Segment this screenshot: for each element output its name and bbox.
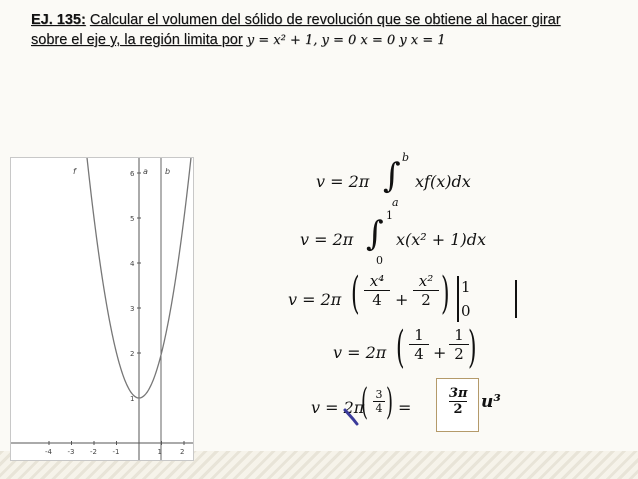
x-tick-label: -3 bbox=[67, 448, 75, 456]
problem-conditions: y = x² + 1, y = 0 x = 0 y x = 1 bbox=[246, 33, 446, 48]
exercise-label: EJ. 135: bbox=[31, 12, 86, 28]
eq5-right-paren: ) bbox=[386, 382, 394, 423]
eq5-lhs: v = 2π bbox=[311, 398, 365, 417]
eq4-fraction-1 bbox=[409, 326, 429, 363]
x-tick-label: 1 bbox=[157, 448, 162, 456]
eq5-frac-den: 4 bbox=[375, 402, 383, 415]
eq4-lhs: v = 2π bbox=[333, 343, 387, 362]
problem-line-1 bbox=[31, 10, 631, 30]
eq4-plus: + bbox=[433, 343, 447, 362]
label-f: f bbox=[73, 167, 76, 176]
y-tick-label: 1 bbox=[130, 395, 135, 403]
eq2-lower-limit: 0 bbox=[376, 254, 383, 267]
eq5-frac-num: 3 bbox=[373, 388, 385, 402]
y-tick-label: 2 bbox=[130, 350, 135, 358]
eq4-right-paren: ) bbox=[468, 322, 477, 373]
eq5-fraction bbox=[373, 388, 385, 415]
eq1-integrand: xf(x)dx bbox=[415, 172, 471, 191]
label-b: b bbox=[165, 167, 171, 176]
eq3-right-paren: ) bbox=[441, 268, 450, 319]
eq2-lhs: v = 2π bbox=[300, 230, 354, 249]
y-tick-label: 3 bbox=[130, 305, 135, 313]
pointer-arrow-icon bbox=[343, 408, 359, 426]
eq2-integrand: x(x² + 1)dx bbox=[396, 230, 486, 249]
eq4-left-paren: ( bbox=[396, 322, 405, 373]
eq3-fraction-2 bbox=[413, 272, 439, 309]
y-tick-label: 5 bbox=[130, 215, 135, 223]
eq4-frac1-den: 4 bbox=[414, 345, 424, 363]
eq5-equals: = bbox=[398, 398, 412, 417]
eq1-lower-limit: a bbox=[392, 196, 399, 209]
eq3-frac2-den: 2 bbox=[421, 291, 431, 309]
y-tick-label: 4 bbox=[130, 260, 135, 268]
parabola-graph bbox=[10, 157, 194, 461]
eq3-frac2-num: x² bbox=[413, 272, 439, 291]
problem-text-1: Calcular el volumen del sólido de revolución que se obtiene al hacer girar bbox=[89, 12, 561, 28]
x-tick-label: -4 bbox=[45, 448, 52, 456]
eq3-upper-limit: 1 bbox=[461, 278, 471, 296]
eq3-frac1-num: x⁴ bbox=[364, 272, 390, 291]
problem-statement bbox=[31, 10, 631, 51]
stray-vertical-bar bbox=[515, 280, 517, 318]
eq3-frac1-den: 4 bbox=[372, 291, 382, 309]
eq4-frac1-num: 1 bbox=[409, 326, 429, 345]
y-tick-label: 6 bbox=[130, 170, 135, 178]
label-a: a bbox=[143, 167, 148, 176]
answer-denominator: 2 bbox=[453, 402, 463, 417]
eq3-lower-limit: 0 bbox=[461, 302, 471, 320]
answer-fraction bbox=[449, 386, 467, 417]
eq3-eval-bar bbox=[457, 276, 459, 322]
x-tick-label: -2 bbox=[90, 448, 97, 456]
eq3-fraction-1 bbox=[364, 272, 390, 309]
answer-numerator: 3π bbox=[449, 386, 468, 401]
problem-text-2: sobre el eje y, la región limita por bbox=[31, 32, 243, 48]
eq5-left-paren: ( bbox=[361, 382, 369, 423]
eq2-upper-limit: 1 bbox=[386, 209, 393, 222]
graph-svg bbox=[11, 158, 193, 460]
eq1-integral-sign: ∫ bbox=[383, 156, 401, 196]
eq3-lhs: v = 2π bbox=[288, 290, 342, 309]
eq2-integral-sign: ∫ bbox=[366, 214, 384, 254]
eq3-plus: + bbox=[395, 290, 409, 309]
eq1-upper-limit: b bbox=[402, 151, 410, 164]
eq4-frac2-num: 1 bbox=[449, 326, 469, 345]
answer-unit: u³ bbox=[481, 392, 501, 412]
problem-line-2 bbox=[31, 30, 631, 51]
x-tick-label: -1 bbox=[112, 448, 120, 456]
x-tick-label: 2 bbox=[180, 448, 185, 456]
eq4-fraction-2 bbox=[449, 326, 469, 363]
eq1-lhs: v = 2π bbox=[316, 172, 370, 191]
eq4-frac2-den: 2 bbox=[454, 345, 464, 363]
eq3-left-paren: ( bbox=[351, 268, 360, 319]
